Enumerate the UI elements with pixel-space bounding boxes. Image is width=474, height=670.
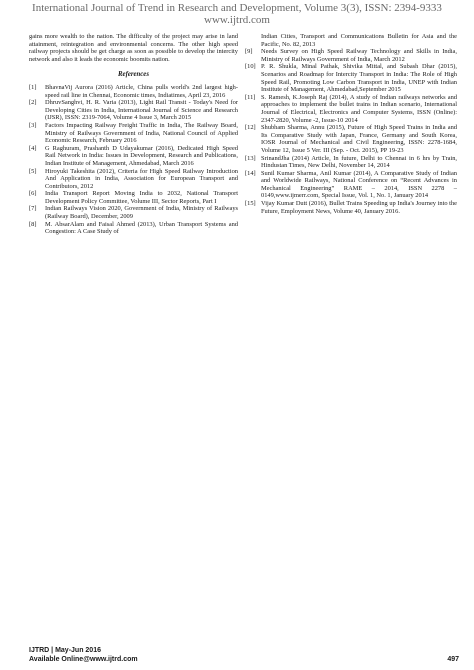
footer-availability: Available Online@www.ijtrd.com [29,656,138,663]
reference-item [29,84,238,99]
reference-number: [10] [245,63,256,71]
reference-number: [5] [29,167,37,175]
reference-item [245,63,457,93]
reference-item [29,99,238,122]
page-header [0,0,474,26]
reference-text: Sunil Kumar Sharma, Anil Kumar (2014), A Comparative Study of Indian and Worldwide Railways, National Conference on “Recent Advances in Mechanical Engineering” RAME – 2014, ISSN 2278 – 0149,www.ijmerr.com, Special Issue, Vol. 1, No. 1, January 2014 [261,169,457,200]
reference-item [245,170,457,200]
reference-item [245,124,457,154]
reference-text: Needs Survey on High Speed Railway Technology and Skills in India, Ministry of Railways Government of India, March 2012 [261,48,457,63]
reference-text: M. AbsarAlam and Faisal Ahmed (2013), Urban Transport Systems and Congestion: A Case Study of [45,220,238,236]
reference-text: Vijay Kumar Dutt (2016), Bullet Trains Speeding up India's Journey into the Future, Employment News, Volume 40, January 2016. [261,200,457,215]
intro-paragraph: gains more wealth to the nation. The difficulty of the project may arise in land attainment, reintegration and environmental concerns. The other high speed railway projects should be get charge as soon as possible to develop the intercity network and also it leads the economic boomits nation. [29,33,238,63]
references-list-right [245,48,457,215]
reference-item [245,155,457,170]
reference-item [29,221,238,236]
reference-continuation-text: Indian Cities, Transport and Communications Bulletin for Asia and the Pacific, No. 82, 2013 [261,33,457,48]
page-number: 497 [447,656,459,663]
references-list-left [29,84,238,236]
reference-text: India Transport Report Moving India to 2032, National Transport Development Policy Committee, Volume III, Sector Reports, Part I [45,190,238,205]
reference-number: [12] [245,124,256,132]
journal-website: www.ijtrd.com [204,14,270,26]
reference-text: SrinandJha (2014) Article, In future, Delhi to Chennai in 6 hrs by Train, Hindustan Times, New Delhi, November 14, 2014 [261,154,457,170]
reference-number: [2] [29,99,37,107]
reference-item [29,168,238,191]
footer-issue: IJTRD | May-Jun 2016 [29,647,101,654]
reference-number: [14] [245,169,256,177]
reference-number: [11] [245,93,256,101]
reference-number: [4] [29,144,37,152]
right-column [245,33,457,215]
reference-item [29,205,238,220]
reference-number: [13] [245,154,256,162]
reference-item [29,122,238,145]
reference-text: P. R. Shukla, Minal Pathak, Shivika Mittal, and Subash Dhar (2015), Scenarios and Roadmap for Intercity Transport in India: The Role of High Speed Rail, Promoting Low Carbon Transport in India, UNEP with Indian Institute of Management, Ahmedabad,September 2015 [261,63,457,94]
reference-number: [6] [29,190,37,198]
reference-text: S. Ramesh, K.Joseph Raj (2014), A study of Indian railways networks and approaches to implement the bullet trains in Indian scenario, International Journal of Electrical, Electronics and Computer Systems, ISSN (Online): 2347-2820, Volume -2, Issue-10 2014 [261,93,457,124]
references-heading: References [118,71,149,79]
reference-text: Shubham Sharma, Annu (2015), Future of High Speed Trains in India and Its Comparative Study with Japan, France, Germany and South Korea, IOSR Journal of Mechanical and Civil Engineering, ISSN: 2278-1684, Volume 12, Issue 5 Ver. III (Sep. - Oct. 2015), PP 19-23 [261,124,457,154]
reference-item [29,190,238,205]
reference-number: [7] [29,205,37,213]
reference-text: Indian Railways Vision 2020, Government of India, Ministry of Railways (Railway Board), December, 2009 [45,205,238,221]
reference-item [245,94,457,124]
reference-item [245,48,457,63]
page-footer [29,646,459,664]
reference-number: [15] [245,200,256,208]
reference-item [245,200,457,215]
reference-item [29,145,238,168]
journal-title: International Journal of Trend in Research and Development, Volume 3(3), ISSN: 2394-9333 [32,2,442,14]
reference-number: [8] [29,220,37,228]
reference-text: Factors Impacting Railway Freight Traffic in India, The Railway Board, Ministry of Railways Government of India, National Council of Applied Economic Research, February 2016 [45,121,238,145]
reference-continuation [245,33,457,48]
reference-text: BhavnaVij Aurora (2016) Article, China pulls world's 2nd largest high-speed rail line in Chennai, Economic times, Indiatimes, April 23, 2016 [45,83,238,99]
reference-number: [9] [245,48,253,56]
left-column [29,33,238,236]
reference-number: [3] [29,121,37,129]
reference-text: G Raghuram, Prashanth D Udayakumar (2016), Dedicated High Speed Rail Network in India: Issues in Development, Research and Publications, Indian Institute of Management, Ahmedabad, March 2016 [45,144,238,167]
reference-text: DhruvSanghvi, H. R. Varia (2013), Light Rail Transit - Today's Need for Developing Cities in India, International Journal of Science and Research (IJSR), ISSN: 2319-7064, Volume 4 Issue 3, March 2015 [45,99,238,122]
reference-text: Hiroyuki Takeshita (2012), Criteria for High Speed Railway Introduction And Application in India, Association for European Transport and Contributors, 2012 [45,167,238,190]
reference-number: [1] [29,83,37,91]
